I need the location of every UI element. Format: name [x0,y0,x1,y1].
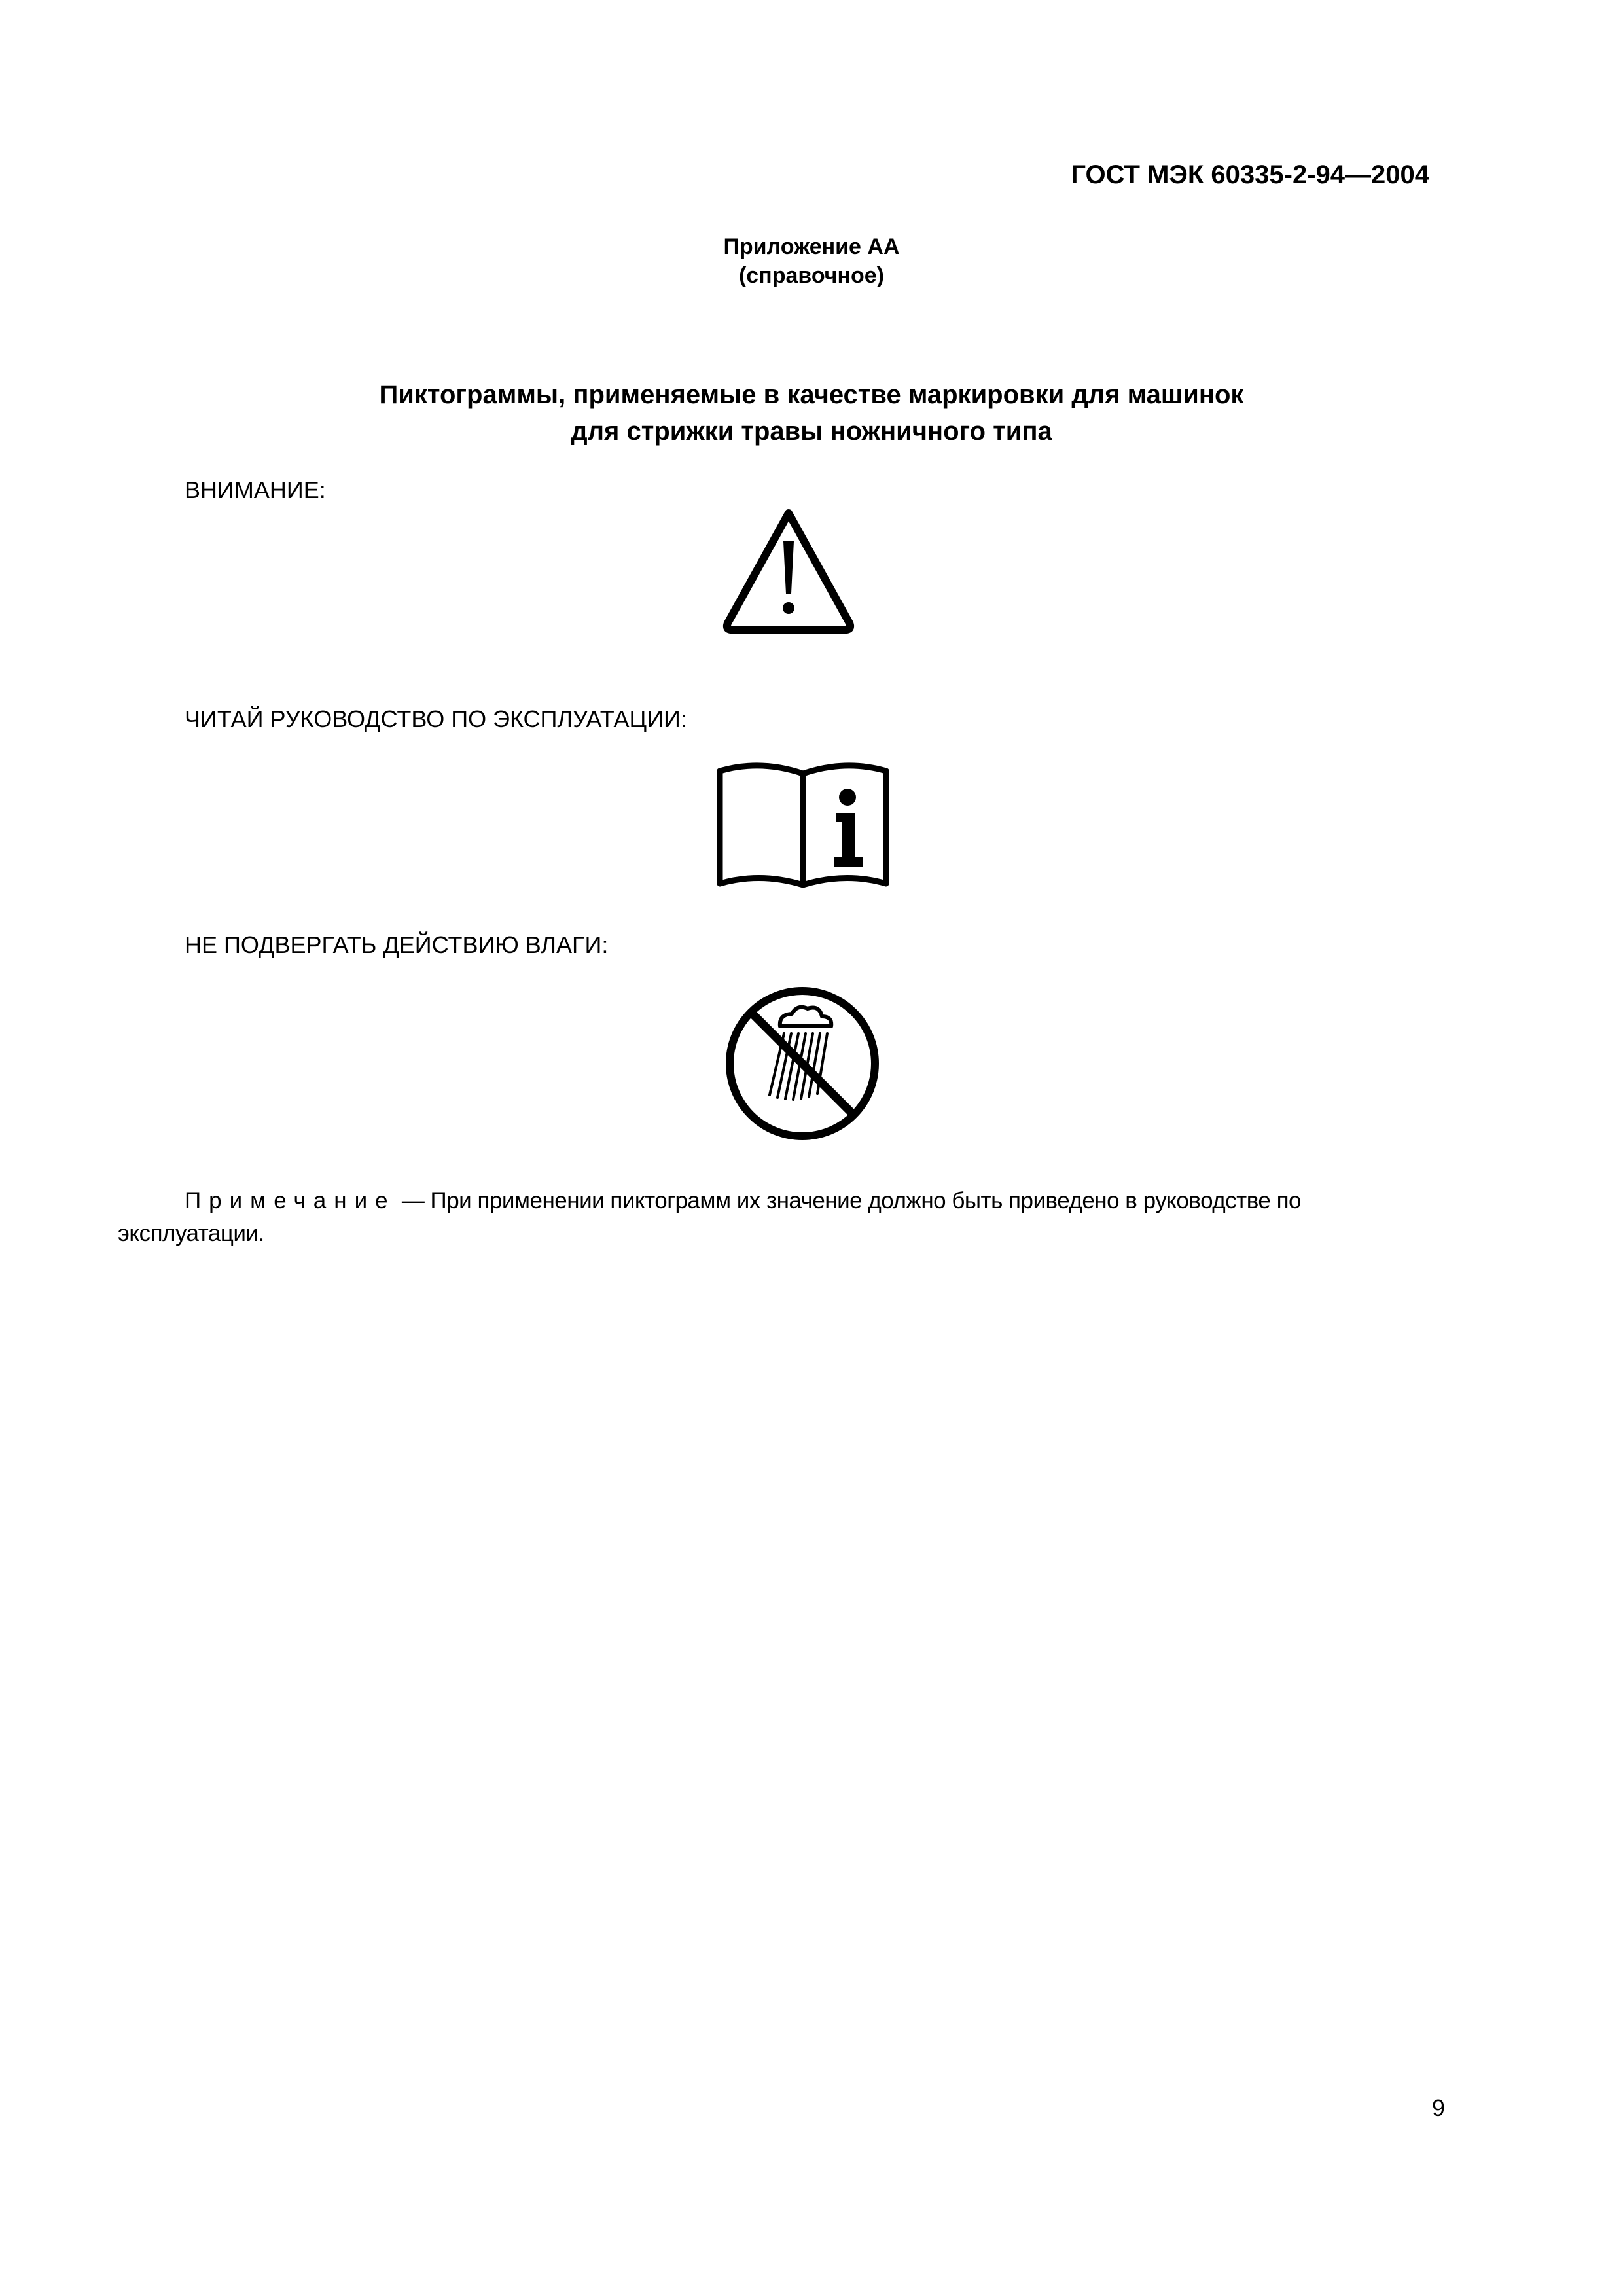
page-number: 9 [1431,2094,1445,2121]
pictogram-label-warning: ВНИМАНИЕ: [185,476,326,503]
note-text: — При применении пиктограмм их значение должно быть приведено в руководстве по эксплуатации. [118,1188,1302,1246]
page-title-line-2: для стрижки травы ножничного типа [571,417,1052,446]
no-rain-icon [724,985,881,1142]
pictogram-label-read-manual: ЧИТАЙ РУКОВОДСТВО ПО ЭКСПЛУАТАЦИИ: [185,706,687,732]
pictogram-label-no-moisture: НЕ ПОДВЕРГАТЬ ДЕЙСТВИЮ ВЛАГИ: [185,931,609,958]
page-title [0,376,1623,450]
annex-heading [0,232,1623,290]
warning-triangle-icon [720,505,857,636]
read-manual-icon [715,759,891,890]
note-prefix: Примечание [185,1188,396,1213]
annex-status: (справочное) [738,263,885,288]
standard-number: ГОСТ МЭК 60335-2-94—2004 [1071,160,1429,189]
note-paragraph [118,1185,1446,1250]
page-title-line-1: Пиктограммы, применяемые в качестве маркировки для машинок [379,380,1244,409]
annex-title: Приложение АА [723,234,900,259]
